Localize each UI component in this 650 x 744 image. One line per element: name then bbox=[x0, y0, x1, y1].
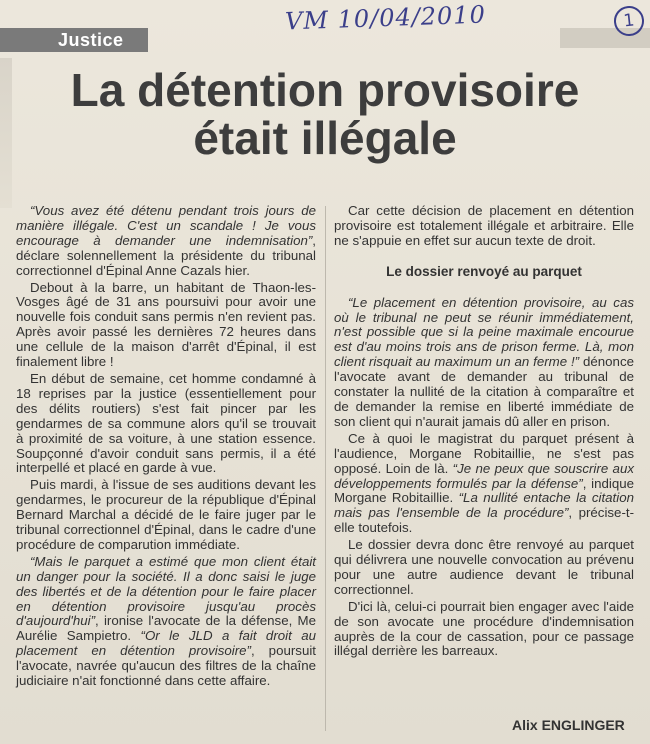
left-column bbox=[16, 204, 316, 689]
quote-defense-2: “Or le JLD a fait droit au placement en détention provisoire” bbox=[16, 628, 317, 659]
text-lawyer: dénonce l'avocate avant de demander au tribunal de constater la nullité de la citation à comparaître et de demander la remise en liberté immédiate de son client qui n'aurait jamais dû aller en prison. bbox=[334, 354, 634, 429]
right-paragraph-1: Car cette décision de placement en détention provisoire est totalement illégale et arbitraire. Elle ne s'appuie en effet sur aucun texte de droit. bbox=[334, 203, 634, 248]
lead-paragraph bbox=[16, 204, 316, 279]
headline bbox=[20, 66, 630, 162]
handwritten-annotation: VM 10/04/2010 bbox=[284, 0, 487, 36]
quote-prosecutor-1: “Je ne peux que souscrire aux développements formulés par la défense” bbox=[334, 460, 634, 491]
quote-defense-1: “Mais le parquet a estimé que mon client était un danger pour la société. Il a donc saisi le juge des libertés et de la détention pour le faire placer en détention provisoire jusqu'au procès d'aujourd'hui” bbox=[16, 553, 316, 629]
right-paragraph-2 bbox=[334, 296, 634, 430]
paragraph-4: Puis mardi, à l'issue de ses auditions devant les gendarmes, le procureur de la république d'Épinal Bernard Marchal a décidé de le faire juger par le tribunal correctionnel d'Épinal, dans le cadre d'une procédure de comparution immédiate. bbox=[16, 477, 316, 552]
subheading: Le dossier renvoyé au parquet bbox=[386, 263, 582, 279]
right-paragraph-4: Le dossier devra donc être renvoyé au parquet qui délivrera une nouvelle convocation au prévenu pour une autre audience devant le tribunal correctionnel. bbox=[334, 537, 634, 597]
right-paragraph-3 bbox=[334, 432, 634, 536]
adjacent-column-bleed bbox=[0, 58, 12, 208]
quote-lawyer: “Le placement en détention provisoire, au cas où le tribunal ne peut se réunir immédiatement, n'est possible que si la peine maximale encourue est d'au moins trois ans de prison ferme. Là, mon client risquait au maximum un an ferme !” bbox=[334, 294, 634, 370]
author-byline: Alix ENGLINGER bbox=[512, 717, 625, 733]
section-label: Justice bbox=[58, 30, 124, 50]
paragraph-3: En début de semaine, cet homme condamné à 18 reprises par la justice (essentiellement pour des délits routiers) s'est fait pincer par les gendarmes de sa commune alors qu'il se trouvait à proximité de sa voiture, à une station essence. Soupçonné d'avoir conduit sans permis, il a été interpellé et placé en garde à vue. bbox=[16, 370, 316, 476]
paragraph-5 bbox=[16, 555, 316, 689]
circled-page-number: 1 bbox=[613, 5, 646, 38]
lead-attribution: , déclare solennellement la présidente du tribunal correctionnel d'Épinal Anne Cazals hier. bbox=[16, 232, 316, 278]
right-column bbox=[334, 204, 634, 659]
text-prosecutor-a: Ce à quoi le magistrat du parquet présent à l'audience, Morgane Robitaillie, ne s'est pas opposé. Loin de là. bbox=[334, 430, 634, 476]
headline-line-1: La détention provisoire bbox=[70, 64, 580, 116]
quote-prosecutor-2: “La nullité entache la citation mais pas l'ensemble de la procédure” bbox=[334, 490, 634, 521]
text-prosecutor-c: , indique Morgane Robitaillie. bbox=[334, 475, 635, 506]
text-defense-1: , ironise l'avocate de la défense, Me Aurélie Sampietro. bbox=[16, 613, 316, 644]
text-prosecutor-e: , précise-t-elle toutefois. bbox=[334, 505, 634, 536]
headline-line-2: était illégale bbox=[193, 112, 457, 164]
right-paragraph-5: D'ici là, celui-ci pourrait bien engager avec l'aide de son avocate une procédure d'indemnisation auprès de la cour de cassation, pour ce passage illégal derrière les barreaux. bbox=[334, 598, 634, 659]
text-defense-2: , poursuit l'avocate, navrée qu'aucun des filtres de la chaîne judiciaire n'ait fonctionné dans cette affaire. bbox=[16, 643, 316, 689]
column-divider bbox=[325, 206, 326, 731]
paragraph-2: Debout à la barre, un habitant de Thaon-les-Vosges âgé de 31 ans poursuivi pour avoir une nouvelle fois conduit sans permis n'en revient pas. Après avoir passé les dernières 72 heures dans une cellule de la maison d'arrêt d'Épinal, il est finalement libre ! bbox=[16, 279, 316, 370]
lead-quote: “Vous avez été détenu pendant trois jours de manière illégale. C'est un scandale ! Je vous encourage à demander une indemnisation” bbox=[16, 203, 316, 248]
